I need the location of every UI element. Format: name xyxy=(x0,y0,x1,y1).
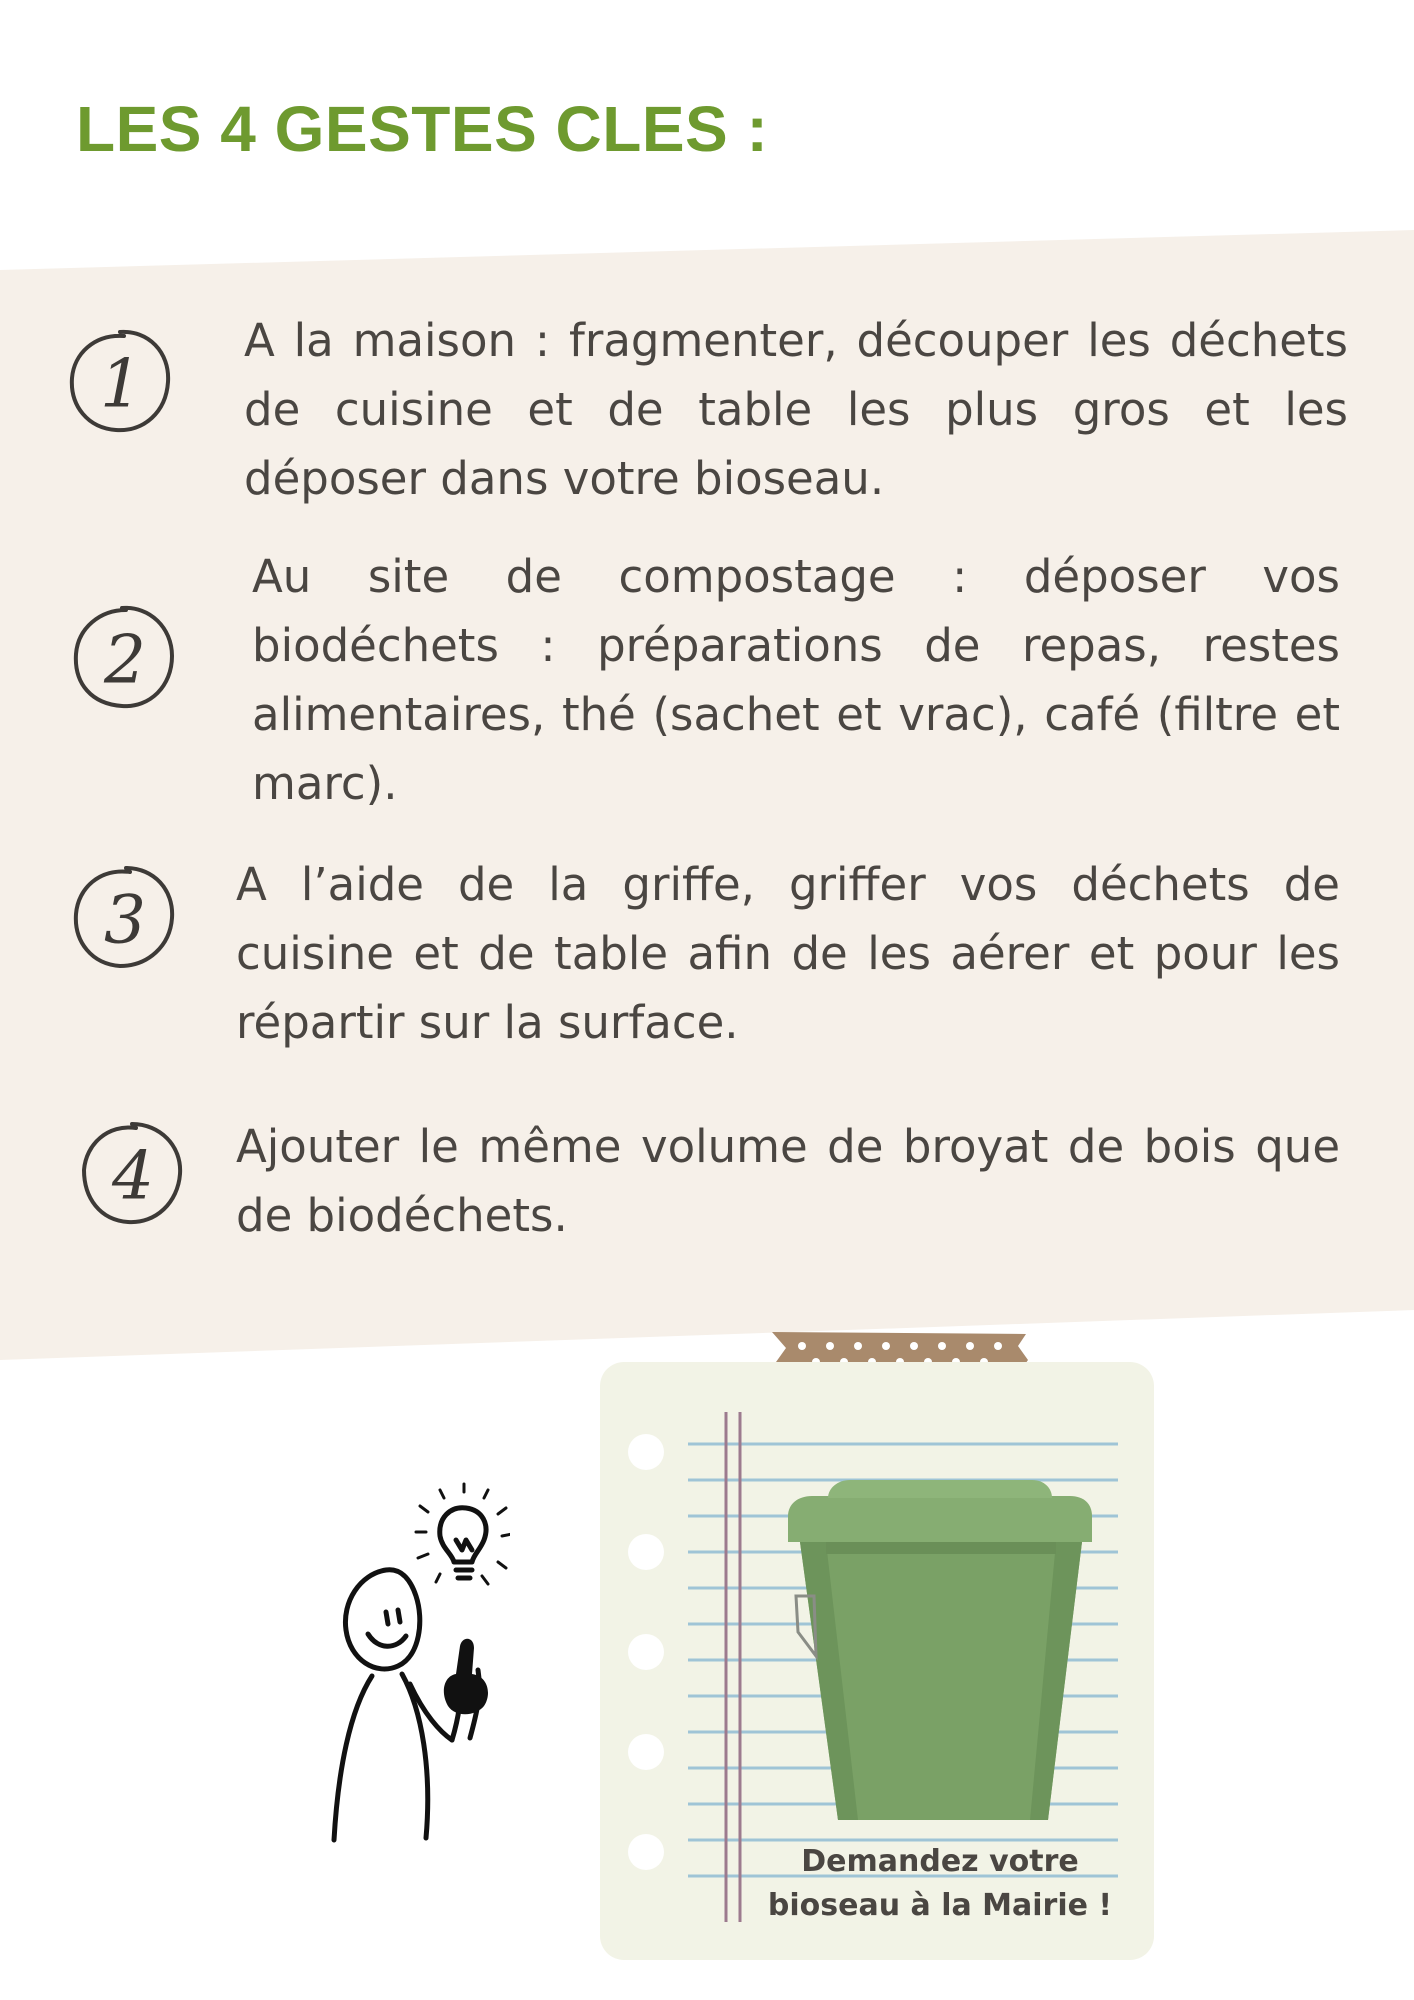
step-4-number: 4 xyxy=(112,1137,154,1215)
caption-line-1: Demandez votre xyxy=(801,1844,1079,1879)
step-3-text: A l’aide de la griffe, griffer vos déchets de cuisine et de table afin de les aérer et pour les répartir sur la surface. xyxy=(236,858,1340,1049)
step-1-text: A la maison : fragmenter, découper les déchets de cuisine et de table les plus gros et les déposer dans votre bioseau. xyxy=(244,314,1348,505)
step-2-number: 2 xyxy=(104,621,146,699)
step-4-text: Ajouter le même volume de broyat de bois que de biodéchets. xyxy=(236,1120,1340,1242)
bioseau-caption xyxy=(740,1840,1140,1928)
step-3-number: 3 xyxy=(104,881,146,959)
step-3-number-icon xyxy=(64,856,184,976)
step-4-number-icon xyxy=(72,1112,192,1232)
compost-bin-icon xyxy=(786,1476,1096,1826)
step-1-number: 1 xyxy=(100,345,142,423)
step-2-number-icon xyxy=(64,596,184,716)
step-2-text: Au site de compostage : déposer vos biodéchets : préparations de repas, restes alimentaires, thé (sachet et vrac), café (filtre et marc). xyxy=(252,550,1340,810)
step-1-number-icon xyxy=(60,320,180,440)
caption-line-2: bioseau à la Mairie ! xyxy=(767,1888,1113,1923)
idea-person-icon xyxy=(320,1470,510,1850)
page-title: LES 4 GESTES CLES : xyxy=(76,93,769,165)
